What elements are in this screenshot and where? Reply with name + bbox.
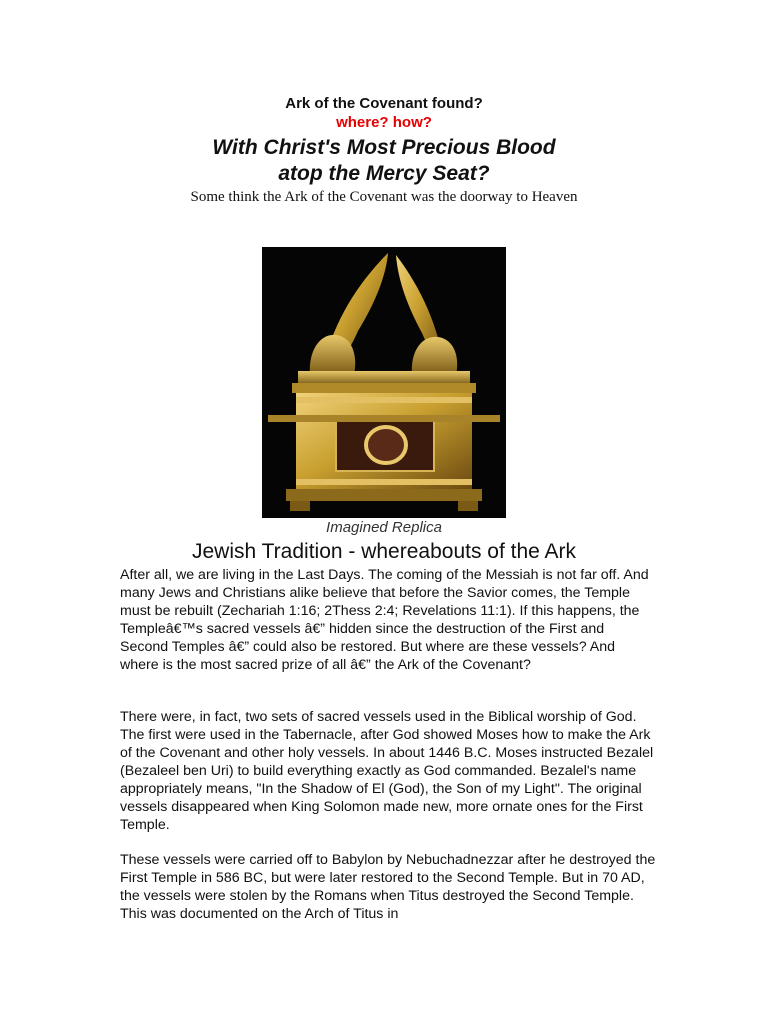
ark-replica-photo xyxy=(262,247,506,518)
paragraph-1: After all, we are living in the Last Days. The coming of the Messiah is not far off. And many Jews and Christians alike believe that before the Savior comes, the Temple must be rebuilt (Zechariah 1:16; 2Thess 2:4; Revelations 11:1). If this happens, the Templeâ€™s sacred vessels â€” hidden since the destruction of the First and Second Temples â€” could also be restored. But where are these vessels? And where is the most sacred prize of all â€” the Ark of the Covenant? xyxy=(120,567,649,673)
headline-line-2: atop the Mercy Seat? xyxy=(278,162,490,185)
carrying-pole xyxy=(268,415,500,422)
subtitle: Some think the Ark of the Covenant was the doorway to Heaven xyxy=(190,189,578,205)
paragraph-3: These vessels were carried off to Babylon by Nebuchadnezzar after he destroyed the First Temple in 586 BC, but were later restored to the Second Temple. But in 70 AD, the vessels were stolen by the Romans when Titus destroyed the Second Temple. This was documented on the Arch of Titus in xyxy=(120,852,656,922)
image-caption: Imagined Replica xyxy=(326,519,442,536)
ark-band-top xyxy=(296,397,472,403)
header-question: Ark of the Covenant found? xyxy=(285,95,483,112)
right-cherub xyxy=(412,337,457,375)
ark-illustration xyxy=(262,247,506,518)
ark-foot-right xyxy=(458,501,478,511)
headline-line-1: With Christ's Most Precious Blood xyxy=(212,136,556,159)
section-title: Jewish Tradition - whereabouts of the Ark xyxy=(191,540,577,563)
ark-band-bottom xyxy=(296,479,472,485)
ark-base xyxy=(286,489,482,501)
ark-medallion xyxy=(366,427,406,463)
header-subquestion: where? how? xyxy=(336,114,432,131)
ark-foot-left xyxy=(290,501,310,511)
mercy-seat xyxy=(298,371,470,385)
ark-rim xyxy=(292,383,476,393)
paragraph-2: There were, in fact, two sets of sacred vessels used in the Biblical worship of God. The first were used in the Tabernacle, after God showed Moses how to make the Ark of the Covenant and other holy vessels. In about 1446 B.C. Moses instructed Bezalel (Bezaleel ben Uri) to build everything exactly as God commanded. Bezalel's name appropriately means, "In the Shadow of El (God), the Son of my Light". The original vessels disappeared when King Solomon made new, more ornate ones for the First Temple. xyxy=(120,709,654,833)
